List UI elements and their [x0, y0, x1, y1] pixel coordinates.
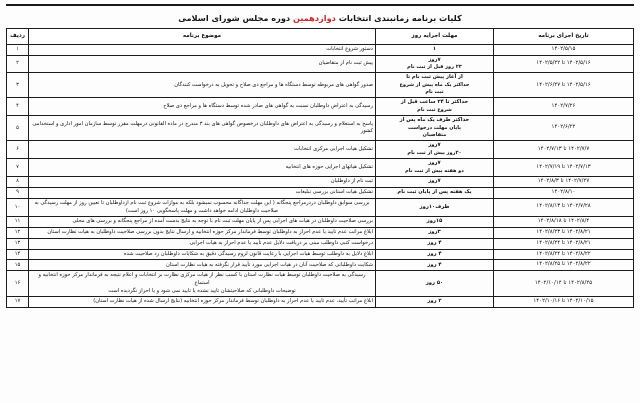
cell-row-number: ۱۷ — [7, 297, 29, 308]
subject-line: شکایت داوطلبانی که صلاحیت آنان در هیات اجرایی مورد تأیید قرار نگرفته به هیات نظارت استان — [166, 261, 373, 268]
cell-row-number: ۳ — [7, 73, 29, 98]
table-header — [7, 28, 634, 44]
subject-line: درخواست کتبی داوطلب مبنی بر دریافت دلایل عدم تأیید یا عدم احراز به هیات اجرایی — [189, 239, 373, 246]
cell-date: ۱۴۰۲/۵/۱۶ تا ۱۴۰۲/۵/۲۲ — [494, 55, 634, 73]
cell-duration — [376, 141, 494, 159]
duration-line: ۷روز — [428, 142, 441, 149]
cell-row-number: ۱۳ — [7, 238, 29, 249]
table-row — [7, 55, 634, 73]
cell-duration — [376, 271, 494, 297]
duration-line: ثبت نام — [425, 89, 444, 96]
cell-subject — [29, 141, 376, 159]
duration-line: ۱ — [432, 45, 437, 52]
subject-line: ابلاغ مراتب عدم تایید یا عدم احراز به داوطلبان توسط فرماندار مرکز حوزه انتخابیه و ارسال نتایج بدون بررسی صلاحیت داوطلبان به هیات نظارت استان — [47, 229, 373, 236]
duration-line: ۲ روز — [427, 298, 442, 305]
cell-row-number: ۱۱ — [7, 217, 29, 228]
table-row — [7, 271, 634, 297]
top-divider — [6, 4, 634, 6]
duration-line: ۲۰روز پیش از ثبت نام — [407, 149, 462, 156]
cell-date: ۱۴۰۲/۸/۲۱ تا ۱۴۰۲/۸/۲۳ — [494, 227, 634, 238]
table-header-row — [7, 28, 634, 44]
duration-line: حداکثر طرف یک ماه پس از — [399, 117, 470, 124]
cell-row-number: ۹ — [7, 187, 29, 198]
cell-duration — [376, 44, 494, 55]
cell-duration — [376, 297, 494, 308]
duration-line: دو هفته پیش از ثبت نام — [405, 167, 464, 174]
cell-subject — [29, 159, 376, 177]
column-header-subject: موضوع برنامه — [29, 28, 376, 44]
cell-subject — [29, 98, 376, 116]
duration-line: پایان مهلت درخواست — [407, 124, 462, 131]
cell-duration — [376, 73, 494, 98]
cell-date: ۱۴۰۲/۵/۱۵ — [494, 44, 634, 55]
table-row — [7, 187, 634, 198]
table-row — [7, 260, 634, 271]
cell-subject — [29, 297, 376, 308]
cell-duration — [376, 187, 494, 198]
cell-row-number: ۱۰ — [7, 198, 29, 217]
table-body — [7, 44, 634, 307]
cell-row-number: ۱۵ — [7, 260, 29, 271]
duration-line: ۲۳ روز قبل از ثبت نام — [407, 64, 462, 71]
table-row — [7, 116, 634, 141]
duration-line: حداکثر تا ۲۴ ساعت قبل از — [400, 99, 469, 106]
cell-row-number: ۱۴ — [7, 249, 29, 260]
subject-line: تشکیل هیات اجرایی مرکزی انتخابات — [294, 145, 373, 152]
duration-line: حداکثر یک ماه پیش از شروع — [399, 81, 470, 88]
cell-subject — [29, 217, 376, 228]
cell-date: ۱۴۰۲/۸/۱۰ — [494, 187, 634, 198]
cell-row-number: ۷ — [7, 159, 29, 177]
table-row — [7, 98, 634, 116]
cell-subject — [29, 55, 376, 73]
subject-line: رسیدگی به صلاحیت داوطلبان توسط هیات نظارت استان با کسب نظر از هیات مرکزی نظارت بر انتخابات و اعلام نتیجه به فرماندار مرکز حوزه انتخابیه و استماع — [38, 272, 366, 286]
duration-line: شروع ثبت نام — [417, 107, 452, 114]
subject-line: پاسخ به استعلام و رسیدگی به اعتراض های داوطلبان درخصوص گواهی های بند ۳ مندرج در ماده القانونی درمهلت مقرر توسط سازمان امور اداری و استخدامی کشور — [32, 120, 373, 135]
table-row — [7, 198, 634, 217]
subject-line: تشکیل هیاتهای اجرایی حوزه های انتخابیه — [285, 163, 373, 170]
cell-date: ۱۴۰۲/۸/۲۵ تا ۱۴۰۲/۱۰/۱۴ — [494, 271, 634, 297]
table-row — [7, 238, 634, 249]
cell-date: ۱۴۰۲/۷/۲۶ — [494, 98, 634, 116]
cell-row-number: ۴ — [7, 98, 29, 116]
cell-date: ۱۴۰۲/۷/۲۸ تا ۱۴۰۲/۸/۱۳ — [494, 198, 634, 217]
cell-subject — [29, 271, 376, 297]
cell-date: ۱۴۰۲/۱۰/۱۵ تا ۱۴۰۲/۱۰/۱۶ — [494, 297, 634, 308]
cell-date: ۱۴۰۲/۸/۴ تا ۱۴۰۲/۸/۱۸ — [494, 217, 634, 228]
cell-duration — [376, 98, 494, 116]
table-row — [7, 217, 634, 228]
duration-line: ۷روز — [428, 178, 441, 184]
election-schedule-table — [6, 28, 634, 308]
page-title-highlight: دوازدهمین — [292, 13, 336, 23]
duration-line: ۷روز — [428, 160, 441, 167]
cell-date: ۱۴۰۲/۷/۲۷ تا ۱۴۰۲/۸/۳ — [494, 176, 634, 187]
subject-line: صدور گواهی های مربوطه توسط دستگاه ها و مراجع ذی صلاح و تحویل به درخواست کنندگان — [174, 81, 373, 88]
cell-duration — [376, 159, 494, 177]
cell-subject — [29, 198, 376, 217]
cell-subject — [29, 44, 376, 55]
duration-line: ظرف۱۰روز — [419, 203, 450, 210]
cell-date: ۱۴۰۲/۵/۱۶ تا ۱۴۰۲/۶/۲۷ — [494, 73, 634, 98]
cell-row-number: ۸ — [7, 176, 29, 187]
table-row — [7, 176, 634, 187]
subject-line: تشکیل هیات استانی بررسی تبلیغات — [295, 188, 373, 195]
duration-line: متقاضیان — [422, 132, 447, 139]
table-row — [7, 141, 634, 159]
duration-line: ۴ روز — [427, 250, 442, 257]
cell-subject — [29, 176, 376, 187]
subject-line: ابلاغ دلایل به داوطلب توسط هیات اجرایی با رعایت قانون لزوم رسیدگی دقیق به شکایات داوطلبان رد صلاحیت شده — [123, 250, 373, 257]
cell-row-number: ۱۶ — [7, 271, 29, 297]
table-row — [7, 73, 634, 98]
table-row — [7, 159, 634, 177]
column-header-duration: مهلت اجرایه روز — [376, 28, 494, 44]
subject-line: پیش ثبت نام از متقاضیان — [318, 60, 373, 67]
subject-line: صلاحیت داوطلبان ادامه خواهد داشت و مهلت پاسخگویی ۱۰ روز است) — [125, 207, 279, 214]
page-title-prefix: کلیات برنامه زمانبندی انتخابات — [335, 13, 462, 23]
page-title-suffix: دوره مجلس شورای اسلامی — [178, 13, 293, 23]
duration-line: ۴ روز — [427, 261, 442, 268]
table-row — [7, 297, 634, 308]
cell-subject — [29, 238, 376, 249]
cell-date: ۱۴۰۲/۸/۲۲ تا ۱۴۰۲/۸/۲۵ — [494, 260, 634, 271]
cell-subject — [29, 116, 376, 141]
subject-line: ابلاغ مراتب تأیید، عدم تایید یا عدم احراز به داوطلبان توسط فرماندار مرکز حوزه انتخابیه (نتایج ارسال شده از هیات نظارت استان) — [93, 298, 373, 305]
duration-line: ۱۵روز — [426, 218, 443, 225]
cell-subject — [29, 227, 376, 238]
column-header-date: تاریخ اجرای برنامه — [494, 28, 634, 44]
table-row — [7, 249, 634, 260]
cell-row-number: ۱ — [7, 44, 29, 55]
duration-line: یک هفته پس از پایان ثبت نام — [397, 188, 472, 195]
cell-subject — [29, 260, 376, 271]
cell-date: ۱۴۰۲/۸/۲۲ تا ۱۴۰۲/۸/۲۴ — [494, 249, 634, 260]
subject-line: ثبت نام از داوطلبان — [330, 178, 373, 184]
page-title — [6, 11, 634, 28]
duration-line: ۴ روز — [427, 239, 442, 246]
cell-row-number: ۱۲ — [7, 227, 29, 238]
cell-duration — [376, 198, 494, 217]
duration-line: ۳روز — [428, 229, 441, 236]
subject-line: بررسی صلاحیت داوطلبان در هیات های اجرایی پس از پایان مهلت ثبت نام با توجه به نتایج بدست آمده از مراجع پنجگانه و بررسی های محلی — [72, 218, 373, 225]
cell-duration — [376, 227, 494, 238]
subject-line: بررسی سوابق داوطلبان دردرمراجع پنجگانه ( این مهلت جداگانه محسوب نمیشود بلکه به موازات شروع ثبت نام ازداوطلبان تا تعیین روز از مهلت رسیدگی به — [34, 199, 370, 206]
table-row — [7, 227, 634, 238]
cell-duration — [376, 176, 494, 187]
cell-duration — [376, 260, 494, 271]
cell-row-number: ۶ — [7, 141, 29, 159]
cell-row-number: ۵ — [7, 116, 29, 141]
subject-line: رسیدگی به اعتراض داوطلبان نسبت به گواهی های صادر شده توسط دستگاه ها و مراجع ذی صلاح — [163, 103, 373, 110]
cell-duration — [376, 249, 494, 260]
cell-subject — [29, 187, 376, 198]
cell-date: ۱۴۰۲/۶/۲۲ — [494, 116, 634, 141]
column-header-row-number: ردیف — [7, 28, 29, 44]
duration-line: ۵۰ روز — [425, 280, 444, 286]
cell-duration — [376, 238, 494, 249]
cell-date: ۱۴۰۲/۸/۲۱ تا ۱۴۰۲/۸/۲۴ — [494, 238, 634, 249]
subject-line: دستور شروع انتخابات — [326, 45, 373, 52]
cell-duration — [376, 55, 494, 73]
subject-line: توضیحات داوطلبانی که صلاحیتشان تایید نشده یا تایید نمی شود و یا احراز نگردیده است — [108, 287, 296, 294]
duration-line: ۷روز — [428, 56, 441, 63]
duration-line: از آغاز پیش ثبت نام تا — [406, 74, 463, 81]
cell-date: ۱۴۰۲/۷/۷ تا ۱۴۰۲/۷/۱۳ — [494, 141, 634, 159]
cell-duration — [376, 217, 494, 228]
cell-date: ۱۴۰۲/۷/۱۳ تا ۱۴۰۲/۷/۱۹ — [494, 159, 634, 177]
cell-subject — [29, 249, 376, 260]
cell-subject — [29, 73, 376, 98]
cell-duration — [376, 116, 494, 141]
table-row — [7, 44, 634, 55]
cell-row-number: ۲ — [7, 55, 29, 73]
